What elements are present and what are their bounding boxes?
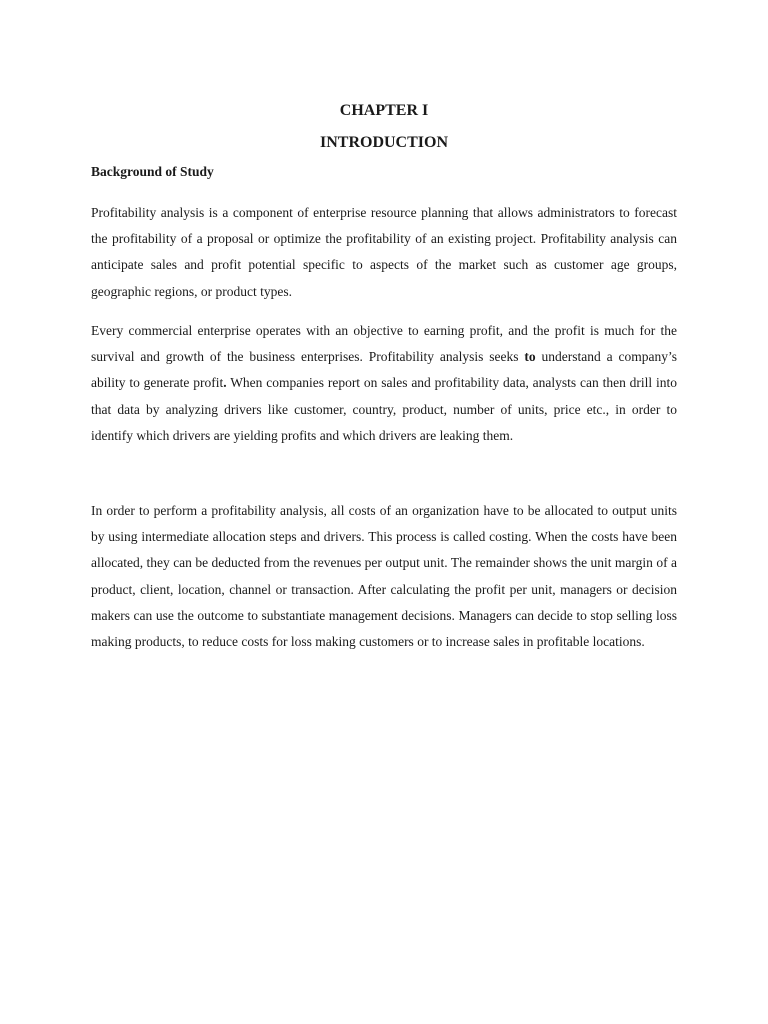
paragraph-2-text-b: understand a company’s ability to generate profit [91,349,677,391]
section-heading: Background of Study [91,164,214,179]
paragraph-3 [91,498,677,655]
paragraph-2-bold-to: to [524,349,536,365]
paragraph-2-text-c: When companies report on sales and profitability data, analysts can then drill into that data by analyzing drivers like customer, country, product, number of units, price etc., in order to identify which drivers are yielding profits and which drivers are leaking them. [91,375,677,443]
paragraph-2-text-a: Every commercial enterprise operates with an objective to earning profit, and the profit is much for the survival and growth of the business enterprises. Profitability analysis seeks [91,323,677,365]
chapter-label: CHAPTER I [339,102,429,119]
paragraph-2-bold-period: . [223,375,227,391]
paragraph-1 [91,200,677,305]
paragraph-3-text: In order to perform a profitability analysis, all costs of an organization have to be allocated to output units by using intermediate allocation steps and drivers. This process is called costing. When the costs have been allocated, they can be deducted from the revenues per output unit. The remainder shows the unit margin of a product, client, location, channel or transaction. After calculating the profit per unit, managers or decision makers can use the outcome to substantiate management decisions. Managers can decide to stop selling loss making products, to reduce costs for loss making customers or to increase sales in profitable locations. [91,503,677,650]
chapter-title: INTRODUCTION [319,134,448,151]
paragraph-2 [91,318,677,449]
paragraph-1-text: Profitability analysis is a component of enterprise resource planning that allows administrators to forecast the profitability of a proposal or optimize the profitability of an existing project. Profitability analysis can anticipate sales and profit potential specific to aspects of the market such as customer age groups, geographic regions, or product types. [91,205,677,299]
